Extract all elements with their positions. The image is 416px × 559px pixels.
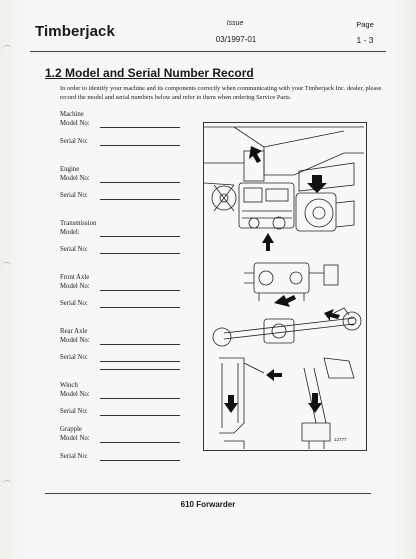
serial-number-field[interactable]	[100, 460, 180, 461]
serial-number-field[interactable]	[100, 361, 180, 362]
serial-number-field[interactable]	[100, 253, 180, 254]
serial-number-field[interactable]	[100, 307, 180, 308]
serial-label: Serial No:	[60, 192, 88, 199]
footer-model: 610 Forwarder	[180, 500, 236, 509]
issue-label: Issue	[226, 20, 244, 27]
model-number-field[interactable]	[100, 127, 180, 128]
serial-label: Serial No:	[60, 408, 88, 415]
serial-label: Serial No:	[60, 300, 88, 307]
component-name-winch: Winch	[60, 382, 78, 389]
brand-logo: Timberjack	[35, 23, 115, 40]
serial-label: Serial No:	[60, 354, 88, 361]
component-name-machine: Machine	[60, 111, 84, 118]
model-label: Model No:	[60, 175, 90, 182]
component-name-rear-axle: Rear Axle	[60, 328, 88, 335]
model-number-field[interactable]	[100, 442, 180, 443]
winch-serial-arrow	[224, 395, 238, 413]
model-number-field[interactable]	[100, 182, 180, 183]
model-label: Model No:	[60, 337, 90, 344]
binding-hole-mark	[2, 45, 12, 51]
serial-number-field[interactable]	[100, 199, 180, 200]
component-name-transmission: Transmission	[60, 220, 97, 227]
binding-hole-mark	[2, 480, 12, 486]
model-label: Model No:	[60, 120, 90, 127]
serial-number-field[interactable]	[100, 145, 180, 146]
intro-paragraph: In order to identify your machine and its components correctly when communicating with your Timberjack Inc. dealer, please record the model and serial numbers below and refer to them when ordering Service Parts.	[60, 85, 382, 101]
component-name-engine: Engine	[60, 166, 80, 173]
header-divider	[30, 51, 386, 52]
model-number-field[interactable]	[100, 290, 180, 291]
model-number-field[interactable]	[100, 398, 180, 399]
component-name-front-axle: Front Axle	[60, 274, 90, 281]
component-location-illustration	[203, 122, 367, 451]
serial-number-extra-line[interactable]	[100, 369, 180, 370]
figure-number: 12777	[334, 437, 347, 442]
model-number-field[interactable]	[100, 344, 180, 345]
component-name-grapple: Grapple	[60, 426, 82, 433]
serial-number-field[interactable]	[100, 415, 180, 416]
machine-location-arrow	[249, 146, 262, 163]
model-number-field[interactable]	[100, 236, 180, 237]
serial-label: Serial No:	[60, 246, 88, 253]
forwarder-components-drawing	[204, 123, 366, 450]
model-label: Model No:	[60, 283, 90, 290]
issue-value: 03/1997-01	[215, 35, 257, 44]
engine-location-arrow	[262, 233, 274, 251]
model-label: Model:	[60, 229, 80, 236]
section-title: 1.2 Model and Serial Number Record	[45, 66, 254, 80]
footer-divider	[45, 493, 371, 494]
transmission-location-arrow	[307, 175, 327, 193]
model-label: Model No:	[60, 435, 90, 442]
page-number: 1 - 3	[356, 35, 374, 45]
serial-label: Serial No:	[60, 453, 88, 460]
binding-hole-mark	[2, 262, 12, 268]
center-gearbox-arrow	[274, 295, 296, 307]
page-label: Page	[356, 20, 374, 29]
serial-label: Serial No:	[60, 138, 88, 145]
winch-location-arrow	[266, 369, 282, 381]
model-label: Model No:	[60, 391, 90, 398]
